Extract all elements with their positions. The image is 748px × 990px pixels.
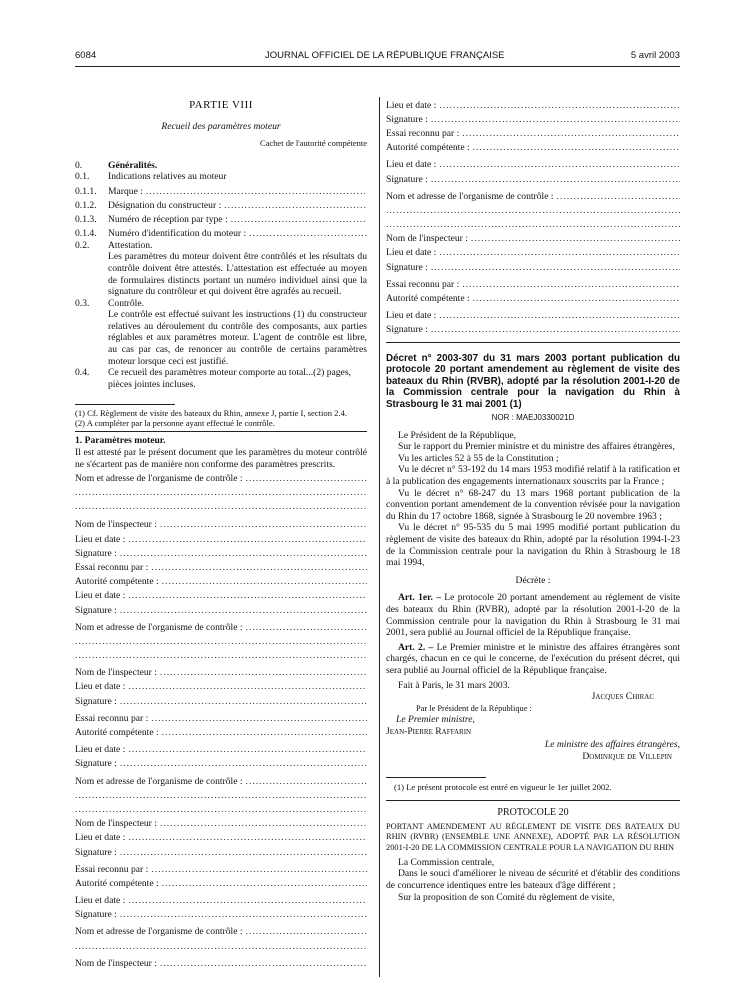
field-place-date: Lieu et date : .....: [386, 245, 680, 259]
list-item: 0. Généralités.: [75, 159, 158, 171]
decret-title: Décret n° 2003-307 du 31 mars 2003 portant publication du protocole 20 portant amendement au règlement de visite des bateaux du Rhin (RVBR), adopté par la résolution 2001-I-20 de la Commission centrale pour la navigation du Rhin à Strasbourg le 31 mai 2001 (1): [386, 353, 680, 410]
field-place-date: Lieu et date : .....: [75, 588, 367, 602]
field-signature: Signature : .....: [386, 259, 680, 273]
right-column: [386, 97, 680, 903]
field-inspector: Nom de l'inspecteur : .....: [386, 231, 680, 245]
field-dots: [75, 633, 367, 647]
paragraph: Dans le souci d'améliorer le niveau de sécurité et d'établir des conditions de concurrence identiques entre les bateaux d'âge différent ;: [386, 868, 680, 892]
field-identification: 0.1.4. Numéro d'identification du moteur : .....: [75, 226, 367, 240]
page-header: [75, 50, 680, 66]
field-reception: 0.1.3. Numéro de réception par type : .....: [75, 211, 367, 225]
field-org: Nom et adresse de l'organisme de contrôle : .....: [75, 773, 367, 787]
part-subtitle: Recueil des paramètres moteur: [161, 120, 281, 132]
paragraph: Le Président de la République,: [398, 429, 517, 441]
paragraph: Sur le rapport du Premier ministre et du ministre des affaires étrangères,: [398, 441, 675, 453]
field-signature: Signature : .....: [75, 844, 367, 858]
section-heading: 1. Paramètres moteur.: [75, 435, 166, 447]
field-inspector: Nom de l'inspecteur : .....: [75, 955, 367, 969]
field-signature: Signature : .....: [386, 322, 680, 336]
paragraph: La Commission centrale,: [398, 856, 495, 868]
field-signature: Signature : .....: [75, 693, 367, 707]
field-inspector: Nom de l'inspecteur : .....: [75, 816, 367, 830]
field-authority: Autorité compétente : .....: [386, 290, 680, 304]
article-2: Art. 2. – Le Premier ministre et le ministre des affaires étrangères sont chargés, chacun en ce qui le concerne, de l'exécution du présent décret, qui sera publié au Journal officiel de la République française.: [386, 641, 680, 676]
signature-president: Jacques Chirac: [591, 691, 654, 703]
field-signature: Signature : .....: [75, 545, 367, 559]
field-dots: [386, 217, 680, 231]
field-place-date: Lieu et date : .....: [75, 830, 367, 844]
footnote: (1) Le présent protocole est entré en vigueur le 1er juillet 2002.: [394, 781, 612, 792]
list-item: 0.1. Indications relatives au moteur: [75, 171, 227, 183]
issue-date: 5 avril 2003: [630, 50, 680, 61]
attestation-text: Les paramètres du moteur doivent être contrôlés et les résultats du contrôle doivent être attestés. L'attestation est effectuée au moyen de formulaires distincts portant un numéro individuel ainsi que la signature du contrôleur et qui doivent être agrafés au recueil.: [108, 251, 367, 298]
field-place-date: Lieu et date : .....: [75, 892, 367, 906]
field-authority: Autorité compétente : .....: [75, 875, 367, 889]
left-column: [75, 97, 367, 969]
signature-ae: Dominique de Villepin: [582, 751, 672, 763]
field-place-date: Lieu et date : .....: [75, 679, 367, 693]
field-place-date: Lieu et date : .....: [75, 742, 367, 756]
footnote-rule: [75, 404, 175, 405]
nor-reference: NOR : MAEJ0330021D: [491, 413, 575, 423]
field-test: Essai reconnu par : .....: [75, 861, 367, 875]
par-le-president: Par le Président de la République :: [416, 703, 532, 713]
decret-rule: [386, 342, 680, 343]
field-dots: [386, 202, 680, 216]
field-place-date: Lieu et date : .....: [75, 531, 367, 545]
field-marque: 0.1.1. Marque : .....: [75, 183, 367, 197]
part-title: PARTIE VIII: [189, 99, 253, 111]
list-item: 0.3. Contrôle.: [75, 297, 144, 309]
field-place-date: Lieu et date : .....: [386, 308, 680, 322]
field-org: Nom et adresse de l'organisme de contrôle : .....: [75, 470, 367, 484]
field-inspector: Nom de l'inspecteur : .....: [75, 517, 367, 531]
field-place-date: Lieu et date : .....: [386, 97, 680, 111]
field-test: Essai reconnu par : .....: [75, 559, 367, 573]
paragraph: Vu le décret n° 53-192 du 14 mars 1953 modifié relatif à la ratification et à la publication des engagements internationaux souscrits par la France ;: [386, 464, 680, 487]
column-rule: [379, 97, 380, 977]
field-authority: Autorité compétente : .....: [386, 140, 680, 154]
article-1: Art. 1er. – Le protocole 20 portant amendement au règlement de visite des bateaux du Rhin (RVBR), adopté par la résolution 2001-I-20 de la Commission centrale pour la navigation du Rhin à Strasbourg le 31 mai 2001, sera publié au Journal officiel de la République française.: [386, 592, 680, 639]
paragraph: Vu le décret n° 95-535 du 5 mai 1995 modifié portant publication du règlement de visite des bateaux du Rhin, adopté par la résolution 1994-I-23 de la Commission centrale pour la navigation du Rhin à Strasbourg le 18 mai 1994,: [386, 522, 680, 569]
paragraph: Vu les articles 52 à 55 de la Constitution ;: [398, 452, 559, 464]
decrete: Décrète :: [515, 574, 551, 586]
cachet-label: Cachet de l'autorité compétente: [259, 138, 367, 149]
field-test: Essai reconnu par : .....: [386, 276, 680, 290]
list-item: 0.4. Ce recueil des paramètres moteur comporte au total...(2) pages, pièces jointes incluses.: [75, 367, 351, 390]
footnote-rule: [386, 777, 486, 778]
paragraph: Sur la proposition de son Comité du règlement de visite,: [398, 891, 615, 903]
field-dots: [75, 938, 367, 952]
header-rule: [75, 66, 680, 67]
field-signature: Signature : .....: [386, 171, 680, 185]
field-dots: [75, 484, 367, 498]
field-org: Nom et adresse de l'organisme de contrôle : .....: [75, 619, 367, 633]
section-rule: [386, 800, 680, 801]
list-item: 0.2. Attestation.: [75, 239, 153, 251]
field-org: Nom et adresse de l'organisme de contrôle : .....: [75, 924, 367, 938]
field-signature: Signature : .....: [75, 907, 367, 921]
ministre-ae: Le ministre des affaires étrangères,: [544, 739, 680, 751]
field-dots: [75, 499, 367, 513]
field-signature: Signature : .....: [75, 756, 367, 770]
paragraph: Vu le décret n° 68-247 du 13 mars 1968 portant publication de la convention portant amendement de la convention révisée pour la navigation du Rhin du 17 octobre 1868, signée à Strasbourg le 20 novembre 1963 ;: [386, 487, 680, 522]
field-dots: [75, 801, 367, 815]
field-constructeur: 0.1.2. Désignation du constructeur : .....: [75, 197, 367, 211]
field-dots: [75, 787, 367, 801]
field-signature: Signature : .....: [386, 111, 680, 125]
field-authority: Autorité compétente : .....: [75, 724, 367, 738]
field-authority: Autorité compétente : .....: [75, 574, 367, 588]
fait-a-paris: Fait à Paris, le 31 mars 2003.: [398, 679, 510, 691]
field-inspector: Nom de l'inspecteur : .....: [75, 665, 367, 679]
journal-title: JOURNAL OFFICIEL DE LA RÉPUBLIQUE FRANÇAISE: [265, 50, 505, 61]
section-rule: [75, 431, 367, 432]
field-test: Essai reconnu par : .....: [386, 125, 680, 139]
footnote: (1) Cf. Règlement de visite des bateaux du Rhin, annexe J, partie I, section 2.4.: [75, 408, 348, 419]
field-place-date: Lieu et date : .....: [386, 157, 680, 171]
field-org: Nom et adresse de l'organisme de contrôle : .....: [386, 188, 680, 202]
footnote: (2) A compléter par la personne ayant effectué le contrôle.: [75, 418, 275, 429]
field-signature: Signature : .....: [75, 602, 367, 616]
protocole-heading: PORTANT AMENDEMENT AU RÈGLEMENT DE VISITE DES BATEAUX DU RHIN (RVBR) (ENSEMBLE UNE ANNEXE), ADOPTÉ PAR LA RÉSOLUTION 2001-I-20 DE LA COMMISSION CENTRALE POUR LA NAVIGATION DU RHIN: [386, 822, 680, 852]
field-test: Essai reconnu par : .....: [75, 710, 367, 724]
signature-pm: Jean-Pierre Raffarin: [386, 725, 472, 737]
section-text: Il est attesté par le présent document que les paramètres du moteur contrôlé ne s'écartent pas de manière non conforme des paramètres prescrits.: [75, 447, 367, 470]
premier-ministre: Le Premier ministre,: [396, 714, 475, 726]
protocole-title: PROTOCOLE 20: [497, 806, 569, 818]
page-number: 6084: [75, 50, 97, 61]
field-dots: [75, 647, 367, 661]
controle-text: Le contrôle est effectué suivant les instructions (1) du constructeur relatives au déroulement du contrôle des composants, aux parties réglables et aux paramètres moteur. L'agent de contrôle est libre, au cas par cas, de renoncer au contrôle de certains paramètres moteur lorsque ceci est justifié.: [108, 309, 367, 367]
